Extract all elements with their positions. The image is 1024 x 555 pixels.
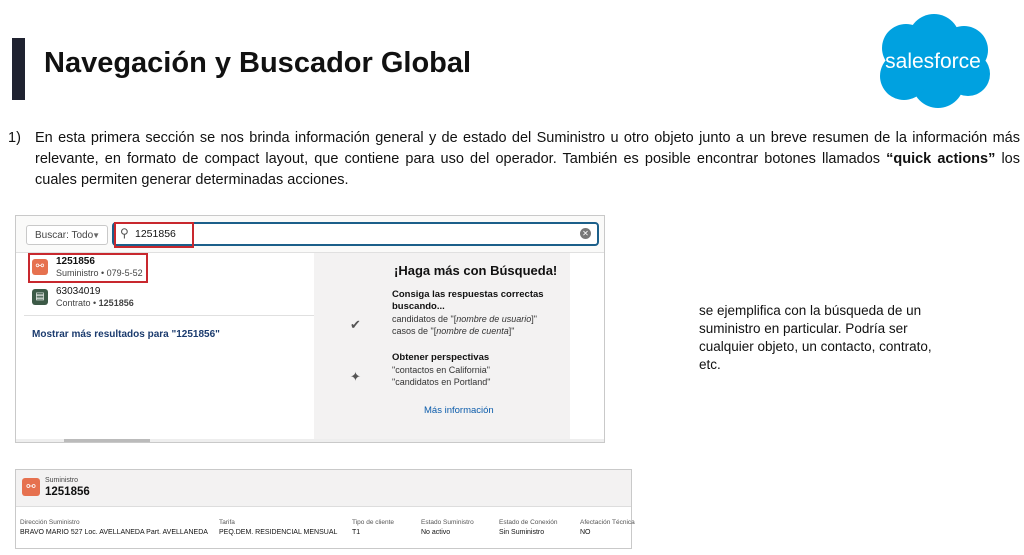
field-value: PEQ.DEM. RESIDENCIAL MENSUAL xyxy=(219,529,338,536)
search-scope-label: Buscar: Todo xyxy=(35,230,94,241)
promo-line-1-suffix: ]" xyxy=(531,314,537,324)
salesforce-logo xyxy=(868,12,996,110)
result-subtitle: Suministro • 079-5-52 xyxy=(56,268,143,278)
field-value: BRAVO MARIO 527 Loc. AVELLANEDA Part. AVELLANEDA xyxy=(20,529,208,536)
highlight-search-query xyxy=(114,222,194,248)
supply-icon: ⚯ xyxy=(22,478,40,496)
supply-icon: ⚯ xyxy=(32,259,48,275)
record-field xyxy=(421,519,474,536)
salesforce-logo-text: salesforce xyxy=(885,50,981,73)
search-promo-panel xyxy=(314,253,570,439)
field-value: T1 xyxy=(352,529,361,536)
field-value: NO xyxy=(580,529,591,536)
record-field xyxy=(580,519,635,536)
field-label: Estado de Conexión xyxy=(499,519,558,526)
promo-heading-2: Obtener perspectivas xyxy=(392,352,490,363)
field-label: Estado Suministro xyxy=(421,519,474,526)
more-results-link[interactable]: Mostrar más resultados para "1251856" xyxy=(32,329,220,340)
field-label: Tipo de cliente xyxy=(352,519,395,526)
promo-line-1-prefix: candidatos de "[ xyxy=(392,314,457,324)
intro-number: 1) xyxy=(8,130,21,146)
search-icon: ⚲ xyxy=(120,226,129,240)
clear-search-icon[interactable]: ✕ xyxy=(580,228,591,239)
intro-text-2: los cuales permiten generar determinadas acciones. xyxy=(35,151,1020,188)
field-value: No activo xyxy=(421,529,451,536)
scrollbar-thumb[interactable] xyxy=(64,439,150,442)
promo-line-1-italic: nombre de usuario xyxy=(456,314,532,324)
title-accent-bar xyxy=(12,38,25,100)
promo-line-2-prefix: casos de "[ xyxy=(392,326,437,336)
result-title: 63034019 xyxy=(56,286,101,297)
record-field xyxy=(352,519,394,536)
contract-icon: ▤ xyxy=(32,289,48,305)
promo-title: ¡Haga más con Búsqueda! xyxy=(394,263,558,278)
field-label: Dirección Suministro xyxy=(20,519,80,526)
intro-paragraph xyxy=(8,128,1020,191)
promo-line-2-suffix: ]" xyxy=(508,326,515,336)
promo-line-2 xyxy=(392,326,514,336)
record-number: 1251856 xyxy=(45,486,90,498)
result-title: 1251856 xyxy=(56,256,95,267)
record-header xyxy=(16,470,631,507)
magic-wand-icon: ✦ xyxy=(350,369,361,384)
global-search-bar xyxy=(16,216,604,253)
promo-line-3: "contactos en California" xyxy=(392,365,490,375)
promo-line-1 xyxy=(392,314,537,324)
result-subtitle-prefix: Contrato • xyxy=(56,298,99,308)
more-info-link[interactable]: Más información xyxy=(424,405,494,416)
search-screenshot xyxy=(15,215,605,443)
horizontal-scrollbar[interactable] xyxy=(16,439,604,442)
record-field xyxy=(219,519,337,536)
promo-line-2-italic: nombre de cuenta xyxy=(436,326,509,336)
search-result-item[interactable] xyxy=(32,286,232,314)
record-field xyxy=(20,519,208,536)
field-label: Tarifa xyxy=(219,519,235,526)
field-value: Sin Suministro xyxy=(499,529,545,536)
promo-heading-1: Consiga las respuestas correctas xyxy=(392,289,544,300)
promo-line-4: "candidatos en Portland" xyxy=(392,377,491,387)
promo-heading-1b: buscando... xyxy=(392,301,445,312)
record-type: Suministro xyxy=(45,477,79,484)
side-note: se ejemplifica con la búsqueda de un suministro en particular. Podría ser cualquier objeto, un contacto, contrato, etc. xyxy=(699,303,932,372)
record-compact-layout xyxy=(15,469,635,549)
result-subtitle-bold: 1251856 xyxy=(98,298,134,308)
record-field xyxy=(499,519,558,536)
intro-bold-quick-actions: “quick actions” xyxy=(886,151,996,167)
results-divider xyxy=(24,315,314,316)
field-label: Afectación Técnica xyxy=(580,519,635,526)
intro-text-1: En esta primera sección se nos brinda información general y de estado del Suministro u otro objeto junto a un breve resumen de la información más relevante, en formato de compact layout, que contiene para uso del operador. También es posible encontrar botones llamados xyxy=(35,130,1020,167)
search-scope-dropdown[interactable] xyxy=(26,225,108,245)
chevron-down-icon: ▼ xyxy=(92,231,100,240)
chat-check-icon: ✔ xyxy=(350,317,361,332)
search-query: 1251856 xyxy=(135,228,176,240)
page-title: Navegación y Buscador Global xyxy=(44,47,472,79)
highlight-first-result xyxy=(28,253,148,283)
result-subtitle xyxy=(56,298,134,308)
